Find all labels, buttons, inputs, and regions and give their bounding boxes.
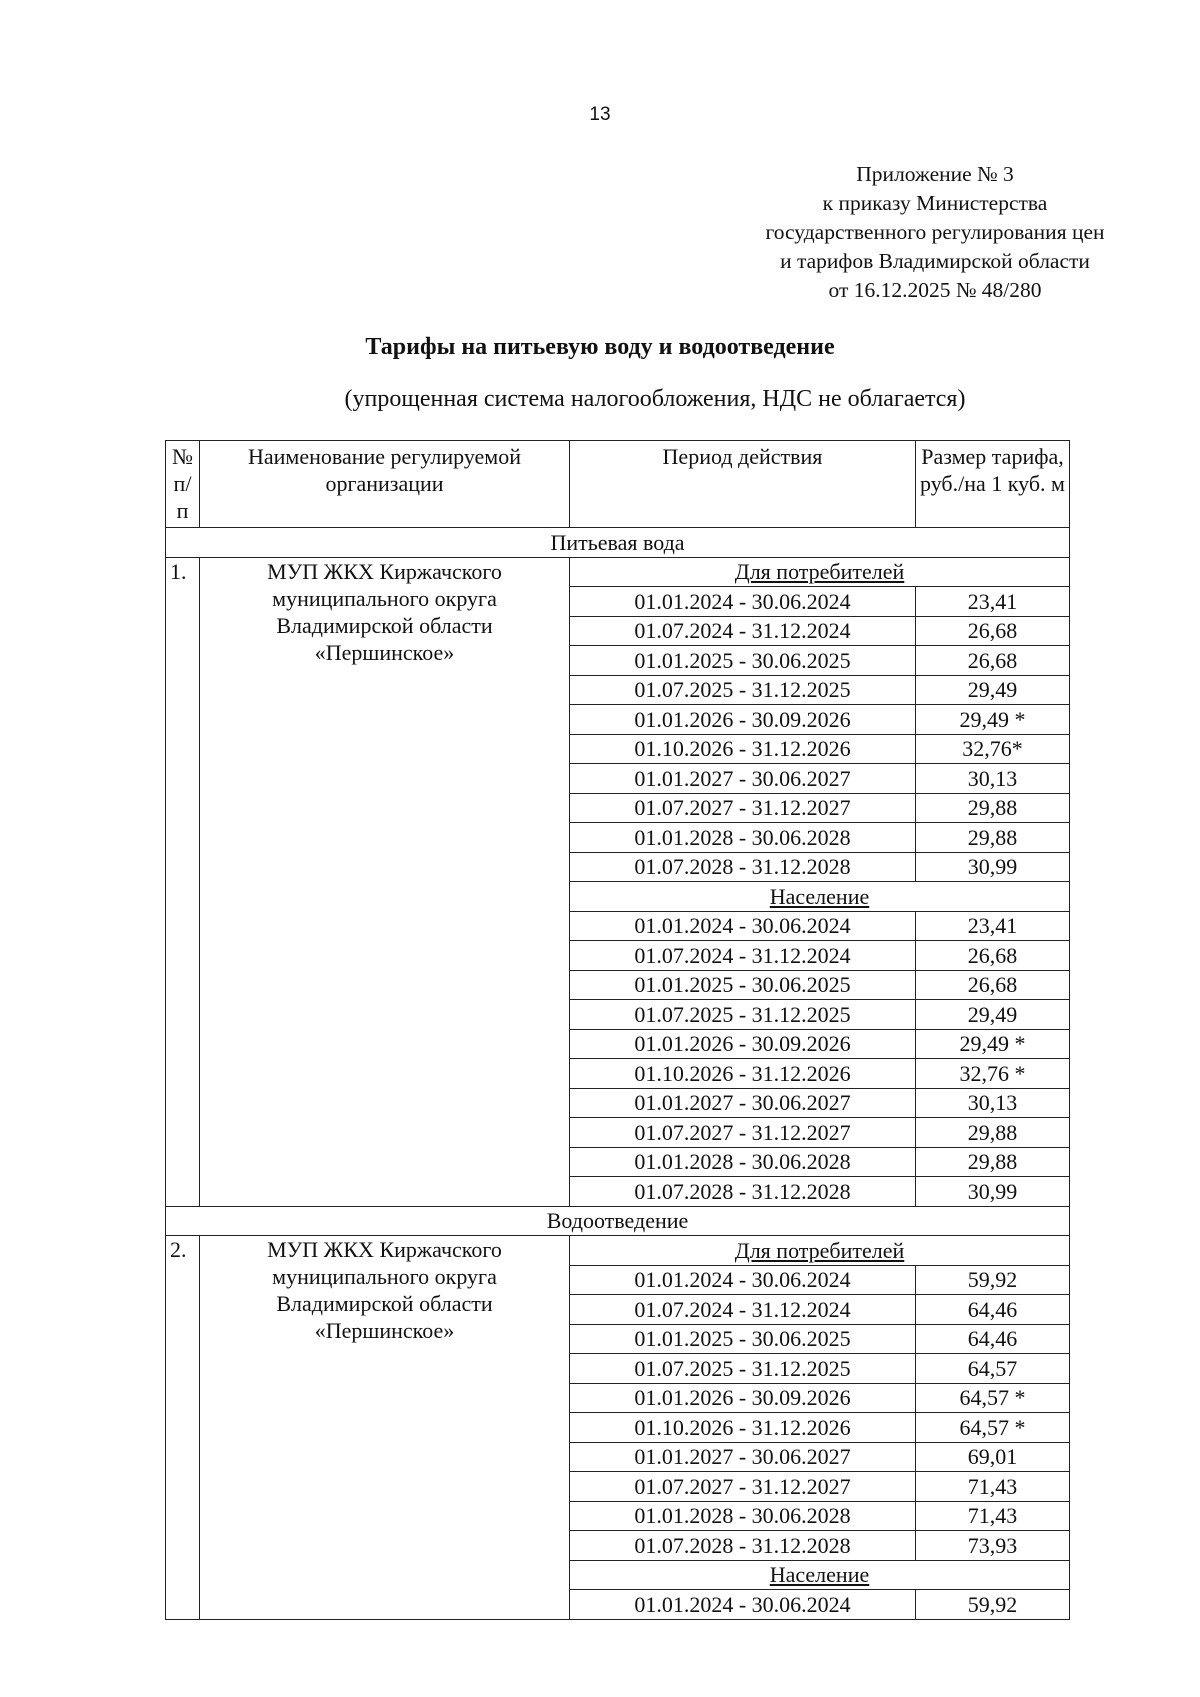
period-cell: 01.01.2025 - 30.06.2025 xyxy=(570,970,916,1000)
period-cell: 01.01.2025 - 30.06.2025 xyxy=(570,646,916,676)
tariff-cell: 26,68 xyxy=(916,616,1070,646)
group-label: Население xyxy=(570,1560,1070,1590)
tariff-cell: 73,93 xyxy=(916,1531,1070,1561)
tariff-table-body xyxy=(166,441,1070,1620)
appendix-line: к приказу Министерства xyxy=(822,191,1048,215)
period-cell: 01.07.2028 - 31.12.2028 xyxy=(570,1531,916,1561)
tariff-cell: 64,57 * xyxy=(916,1413,1070,1443)
period-cell: 01.10.2026 - 31.12.2026 xyxy=(570,1059,916,1089)
group-label: Для потребителей xyxy=(570,557,1070,587)
tariff-cell: 29,88 xyxy=(916,1147,1070,1177)
appendix-line: Приложение № 3 xyxy=(856,162,1014,186)
table-header-row xyxy=(166,441,1070,528)
tariff-cell: 29,49 xyxy=(916,1000,1070,1030)
section-title: Питьевая вода xyxy=(166,528,1070,558)
period-cell: 01.07.2028 - 31.12.2028 xyxy=(570,852,916,882)
section-row xyxy=(166,528,1070,558)
tariff-cell: 26,68 xyxy=(916,970,1070,1000)
document-title: Тарифы на питьевую воду и водоотведение xyxy=(365,334,835,360)
tariff-cell: 59,92 xyxy=(916,1265,1070,1295)
group-label: Население xyxy=(570,882,1070,912)
tariff-cell: 69,01 xyxy=(916,1442,1070,1472)
period-cell: 01.10.2026 - 31.12.2026 xyxy=(570,734,916,764)
row-number: 2. xyxy=(166,1236,200,1620)
tariff-cell: 29,49 * xyxy=(916,705,1070,735)
document-subtitle: (упрощенная система налогообложения, НДС не облагается) xyxy=(344,386,966,412)
tariff-cell: 29,49 xyxy=(916,675,1070,705)
tariff-cell: 64,46 xyxy=(916,1324,1070,1354)
period-cell: 01.07.2025 - 31.12.2025 xyxy=(570,675,916,705)
tariff-cell: 71,43 xyxy=(916,1472,1070,1502)
page-number: 13 xyxy=(589,104,611,125)
appendix-line: государственного регулирования цен xyxy=(765,220,1105,244)
row-number: 1. xyxy=(166,557,200,1206)
tariff-cell: 23,41 xyxy=(916,587,1070,617)
period-cell: 01.01.2027 - 30.06.2027 xyxy=(570,1088,916,1118)
section-row xyxy=(166,1206,1070,1236)
tariff-cell: 30,99 xyxy=(916,1177,1070,1207)
tariff-cell: 29,49 * xyxy=(916,1029,1070,1059)
period-cell: 01.07.2024 - 31.12.2024 xyxy=(570,1295,916,1325)
tariff-table xyxy=(165,440,1070,1620)
appendix-line: и тарифов Владимирской области xyxy=(780,249,1090,273)
period-cell: 01.10.2026 - 31.12.2026 xyxy=(570,1413,916,1443)
period-cell: 01.01.2028 - 30.06.2028 xyxy=(570,1147,916,1177)
period-cell: 01.01.2024 - 30.06.2024 xyxy=(570,1590,916,1620)
appendix-line: от 16.12.2025 № 48/280 xyxy=(828,278,1042,302)
tariff-cell: 71,43 xyxy=(916,1501,1070,1531)
header-period: Период действия xyxy=(570,441,916,528)
tariff-cell: 30,13 xyxy=(916,764,1070,794)
tariff-cell: 29,88 xyxy=(916,823,1070,853)
period-cell: 01.07.2027 - 31.12.2027 xyxy=(570,793,916,823)
tariff-cell: 30,13 xyxy=(916,1088,1070,1118)
tariff-cell: 30,99 xyxy=(916,852,1070,882)
period-cell: 01.01.2027 - 30.06.2027 xyxy=(570,764,916,794)
period-cell: 01.01.2027 - 30.06.2027 xyxy=(570,1442,916,1472)
header-organization: Наименование регулируемой организации xyxy=(200,441,570,528)
period-cell: 01.01.2024 - 30.06.2024 xyxy=(570,1265,916,1295)
period-cell: 01.01.2024 - 30.06.2024 xyxy=(570,587,916,617)
period-cell: 01.01.2028 - 30.06.2028 xyxy=(570,1501,916,1531)
header-number: № п/п xyxy=(166,441,200,528)
tariff-cell: 23,41 xyxy=(916,911,1070,941)
tariff-cell: 64,46 xyxy=(916,1295,1070,1325)
group-row xyxy=(166,557,1070,587)
period-cell: 01.01.2026 - 30.09.2026 xyxy=(570,1383,916,1413)
period-cell: 01.01.2025 - 30.06.2025 xyxy=(570,1324,916,1354)
period-cell: 01.01.2026 - 30.09.2026 xyxy=(570,1029,916,1059)
tariff-cell: 32,76 * xyxy=(916,1059,1070,1089)
tariff-cell: 26,68 xyxy=(916,941,1070,971)
organization-name: МУП ЖКХ Киржачского муниципального округа Владимирской области «Першинское» xyxy=(200,557,570,1206)
period-cell: 01.07.2027 - 31.12.2027 xyxy=(570,1472,916,1502)
tariff-cell: 64,57 xyxy=(916,1354,1070,1384)
organization-name: МУП ЖКХ Киржачского муниципального округа Владимирской области «Першинское» xyxy=(200,1236,570,1620)
period-cell: 01.01.2028 - 30.06.2028 xyxy=(570,823,916,853)
tariff-cell: 29,88 xyxy=(916,1118,1070,1148)
period-cell: 01.07.2027 - 31.12.2027 xyxy=(570,1118,916,1148)
tariff-cell: 26,68 xyxy=(916,646,1070,676)
tariff-cell: 59,92 xyxy=(916,1590,1070,1620)
section-title: Водоотведение xyxy=(166,1206,1070,1236)
tariff-cell: 32,76* xyxy=(916,734,1070,764)
period-cell: 01.07.2024 - 31.12.2024 xyxy=(570,616,916,646)
tariff-cell: 64,57 * xyxy=(916,1383,1070,1413)
period-cell: 01.01.2024 - 30.06.2024 xyxy=(570,911,916,941)
group-row xyxy=(166,1236,1070,1266)
period-cell: 01.07.2024 - 31.12.2024 xyxy=(570,941,916,971)
period-cell: 01.01.2026 - 30.09.2026 xyxy=(570,705,916,735)
group-label: Для потребителей xyxy=(570,1236,1070,1266)
period-cell: 01.07.2028 - 31.12.2028 xyxy=(570,1177,916,1207)
period-cell: 01.07.2025 - 31.12.2025 xyxy=(570,1354,916,1384)
appendix-block xyxy=(735,160,1135,305)
tariff-cell: 29,88 xyxy=(916,793,1070,823)
period-cell: 01.07.2025 - 31.12.2025 xyxy=(570,1000,916,1030)
header-tariff: Размер тарифа, руб./на 1 куб. м xyxy=(916,441,1070,528)
